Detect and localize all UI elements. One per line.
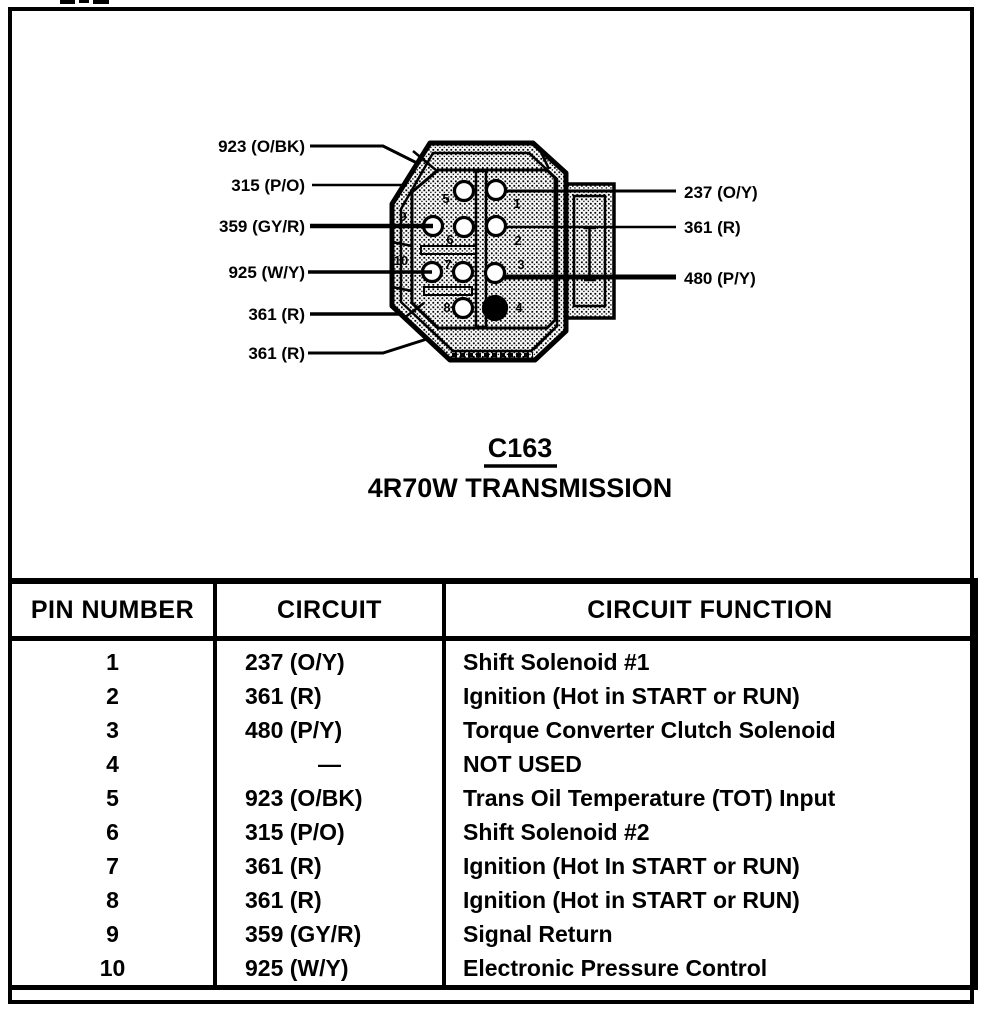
- pin-label-2: 2: [514, 233, 522, 248]
- circuit-cell: 361 (R): [215, 883, 444, 917]
- pin-cell: 3: [106, 716, 119, 743]
- pin-label-1: 1: [513, 196, 521, 211]
- pin-4-hole-filled: [484, 297, 507, 320]
- circuit-cell: 237 (O/Y): [215, 639, 444, 680]
- wire-label-361r: 361 (R): [684, 218, 741, 237]
- pin-3-hole: [486, 264, 505, 283]
- function-cell: Shift Solenoid #1: [444, 639, 976, 680]
- pin-label-8: 8: [443, 300, 451, 315]
- table-row: [10, 679, 976, 713]
- table-row: [10, 849, 976, 883]
- table-row: [10, 639, 976, 680]
- circuit-cell: 480 (P/Y): [215, 713, 444, 747]
- function-cell: Trans Oil Temperature (TOT) Input: [444, 781, 976, 815]
- header-pin-number: PIN NUMBER: [10, 581, 215, 639]
- connector-title-block: [368, 433, 673, 503]
- pin-cell: 9: [106, 920, 119, 947]
- circuit-cell: —: [215, 747, 444, 781]
- wire-label-925: 925 (W/Y): [228, 263, 305, 282]
- function-cell: Electronic Pressure Control: [444, 951, 976, 988]
- table-row: [10, 883, 976, 917]
- table-row: [10, 713, 976, 747]
- table-row: [10, 781, 976, 815]
- wire-label-480: 480 (P/Y): [684, 269, 756, 288]
- circuit-cell: 359 (GY/R): [215, 917, 444, 951]
- header-circuit: CIRCUIT: [215, 581, 444, 639]
- circuit-cell: 361 (R): [215, 849, 444, 883]
- wire-label-359: 359 (GY/R): [219, 217, 305, 236]
- wire-label-237: 237 (O/Y): [684, 183, 758, 202]
- pin-1-hole: [487, 181, 506, 200]
- right-wire-labels: [684, 183, 758, 288]
- pin-label-4: 4: [515, 300, 523, 315]
- left-wire-labels: [218, 137, 305, 363]
- connector-web-upper: [421, 246, 476, 254]
- leader-361b: [308, 339, 427, 353]
- function-cell: Ignition (Hot in START or RUN): [444, 883, 976, 917]
- pin-2-hole: [487, 217, 506, 236]
- function-cell: Ignition (Hot in START or RUN): [444, 679, 976, 713]
- header-row: [10, 581, 976, 639]
- circuit-cell: 361 (R): [215, 679, 444, 713]
- pin-cell: 2: [106, 682, 119, 709]
- pin-cell: 1: [106, 648, 119, 675]
- header-circuit-function: CIRCUIT FUNCTION: [444, 581, 976, 639]
- pin-8-hole: [454, 299, 473, 318]
- function-cell: Signal Return: [444, 917, 976, 951]
- pin-cell: 5: [106, 784, 119, 811]
- pinout-table: [8, 578, 978, 990]
- wire-label-315: 315 (P/O): [231, 176, 305, 195]
- function-cell: Shift Solenoid #2: [444, 815, 976, 849]
- pin-label-5: 5: [442, 191, 450, 206]
- circuit-cell: 923 (O/BK): [215, 781, 444, 815]
- pin-5-hole: [455, 182, 474, 201]
- pin-cell: 7: [106, 852, 119, 879]
- pin-cell: 6: [106, 818, 119, 845]
- table-row: [10, 815, 976, 849]
- function-cell: Ignition (Hot In START or RUN): [444, 849, 976, 883]
- scan-artifact: [60, 0, 109, 4]
- table-row: [10, 917, 976, 951]
- table-row: [10, 747, 976, 781]
- pin-label-6: 6: [446, 232, 454, 247]
- pin-label-9: 9: [399, 209, 407, 224]
- pin-label-7: 7: [444, 257, 452, 272]
- pin-label-10: 10: [393, 253, 409, 268]
- connector-id: C163: [487, 433, 553, 463]
- wire-label-361b: 361 (R): [248, 344, 305, 363]
- wire-label-923: 923 (O/BK): [218, 137, 305, 156]
- pin-cell: 4: [106, 750, 119, 777]
- pin-label-3: 3: [517, 257, 525, 272]
- pin-6-hole: [455, 218, 474, 237]
- pin-cell: 10: [99, 954, 126, 981]
- pin-7-hole: [454, 263, 473, 282]
- function-cell: NOT USED: [444, 747, 976, 781]
- table-row: [10, 951, 976, 988]
- circuit-cell: 925 (W/Y): [215, 951, 444, 988]
- connector-web-lower: [424, 287, 472, 295]
- pin-cell: 8: [106, 886, 119, 913]
- function-cell: Torque Converter Clutch Solenoid: [444, 713, 976, 747]
- wire-label-361a: 361 (R): [248, 305, 305, 324]
- connector-name: 4R70W TRANSMISSION: [367, 473, 673, 503]
- connector-lock-tab: [563, 184, 614, 318]
- leader-923: [310, 146, 417, 163]
- circuit-cell: 315 (P/O): [215, 815, 444, 849]
